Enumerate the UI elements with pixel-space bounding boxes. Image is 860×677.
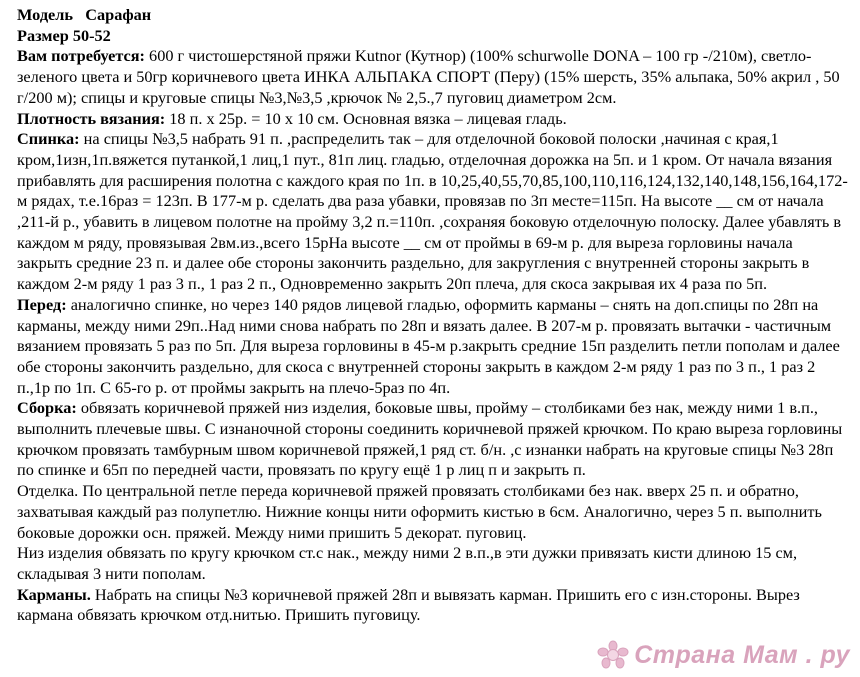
pockets-paragraph [17,585,849,626]
back-text: на спицы №3,5 набрать 91 п. ,распределить так – для отделочной боковой полоски ,начиная с края,1 кром,1изн,1п.вяжется путанкой,1 лиц,1 пут., 81п лиц. гладью, отделочная дорожка на 5п. и 1 кром. От начала вязания прибавлять для расширения полотна с каждого края по 1п. в 10,25,40,55,70,85,100,110,116,124,132,140,148,156,164,172-м рядах, т.е.16раз = 123п. В 177-м р. сделать два раза убавки, провязав по 3п месте=115п. На высоте __ см от начала ,211-й р., убавить в лицевом полотне на пройму 3,2 п.=110п. ,сохраняя боковую отделочную полоску. Далее убавлять в каждом м ряду, провязывая 2вм.из.,всего 15рНа высоте __ см от проймы в 69-м р. для выреза горловины начала закрыть средние 23 п. и далее обе стороны закончить раздельно, для закругления с внутренней стороны закрыть в каждом 2-м ряду 1 раз 3 п., 1 раз 2 п., Одновременно закрыть 20п плеча, для скоса закрывая их 4 раза по 5п. [17,129,848,294]
document-body [17,5,849,626]
front-text: аналогично спинке, но через 140 рядов лицевой гладью, оформить карманы – снять на доп.спицы по 28п на карманы, между ними 29п..Над ними снова набрать по 28п и вязать далее. В 207-м р. провязать вытачки - частичным вязанием провязать 5 раз по 5п. Для выреза горловины в 45-м р.закрыть средние 15п разделить петли пополам и далее обе стороны закончить раздельно, для скоса с внутренней стороны закрыть в каждом 2-м ряду 1 раз по 3 п., 1 раз 2 п.,1р по 1п. С 65-го р. от проймы закрыть на плечо-5раз по 4п. [17,294,840,397]
finishing-paragraph: Отделка. По центральной петле переда коричневой пряжей провязать столбиками без нак. вверх 25 п. и обратно, захватывая каждый раз полупетлю. Нижние концы нити оформить кистью в 6см. Аналогично, через 5 п. выполнить боковые дорожки осн. пряжей. Между ними пришить 5 декорат. пуговиц. [17,481,822,542]
assembly-text: обвязать коричневой пряжей низ изделия, боковые швы, пройму – столбиками без нак, между ними 1 в.п., выполнить плечевые швы. С изнаночной стороны соединить коричневой пряжей крючком. По краю выреза горловины крючком провязать тамбурным швом коричневой пряжей,1 ряд ст. б/н. ,с изнанки набрать на круговые спицы №3 28п по спинке и 65п по передней части, провязать по кругу ещё 1 р лиц п и закрыть п. [17,398,843,480]
density-paragraph [17,109,849,130]
pockets-text: Набрать на спицы №3 коричневой пряжей 28п и вывязать карман. Пришить его с изн.стороны. Вырез кармана обвязать крючком отд.нитью. Пришить пуговицу. [17,584,800,625]
materials-text: 600 г чистошерстяной пряжи Kutnor (Кутнор) (100% schurwolle DONA – 100 гр -/210м), светло-зеленого цвета и 50гр коричневого цвета ИНКА АЛЬПАКА СПОРТ (Перу) (15% шерсть, 35% альпака, 50% акрил , 50 г/200 м); спицы и круговые спицы №3,№3,5 ,крючок № 2,5.,7 пуговиц диаметром 2см. [17,46,840,107]
pockets-label: Карманы. [17,584,91,604]
front-label: Перед: [17,294,67,314]
watermark-text: Страна Мам . ру [634,640,850,669]
hem-paragraph: Низ изделия обвязать по кругу крючком ст.с нак., между ними 2 в.п.,в эти дужки привязать кисти длиною 15 см, складывая 3 нити пополам. [17,543,798,583]
model-title [17,5,849,26]
density-label: Плотность вязания: [17,108,166,128]
model-label: Модель [17,5,74,24]
watermark [596,640,850,670]
back-paragraph [17,129,849,295]
materials-label: Вам потребуется: [17,46,145,66]
assembly-paragraph [17,398,849,481]
density-text: 18 п. х 25р. = 10 х 10 см. Основная вязка – лицевая гладь. [165,108,567,128]
model-name: Сарафан [85,5,152,24]
sun-flower-logo-icon [596,640,630,670]
assembly-label: Сборка: [17,398,77,418]
size-line: Размер 50-52 [17,25,111,45]
front-paragraph [17,295,849,399]
back-label: Спинка: [17,129,80,149]
materials-paragraph [17,46,849,108]
